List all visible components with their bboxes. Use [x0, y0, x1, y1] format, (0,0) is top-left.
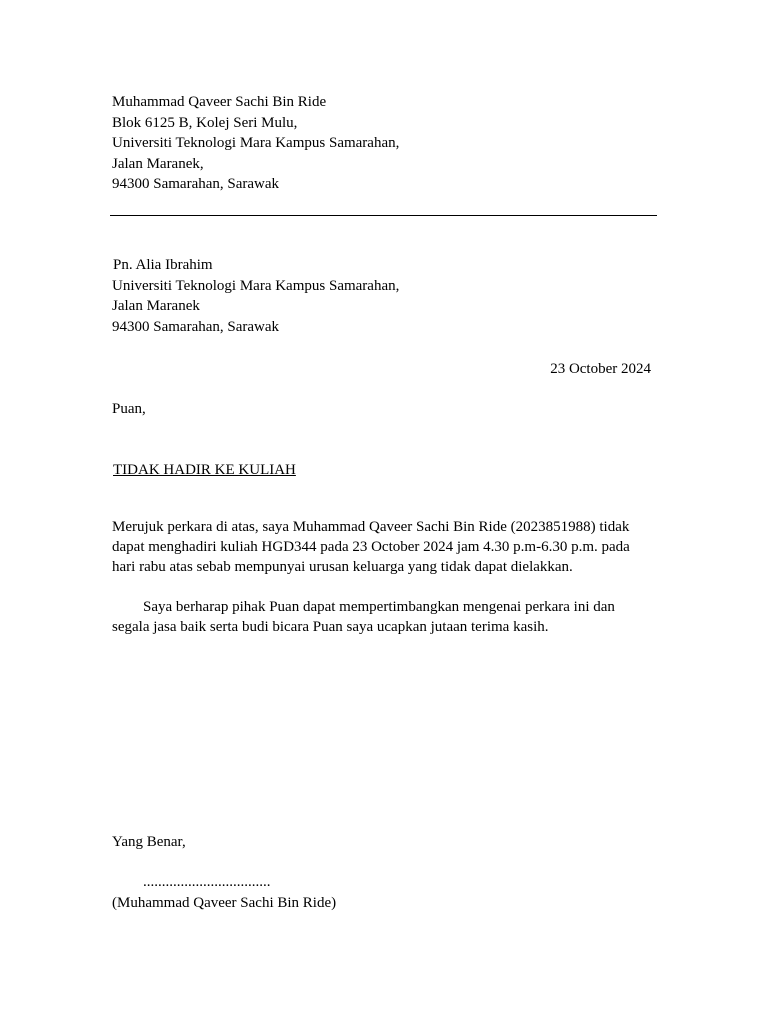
body-paragraph-2: Saya berharap pihak Puan dapat mempertimbangkan mengenai perkara ini dan segala jasa baik serta budi bicara Puan saya ucapkan jutaan terima kasih.	[112, 599, 615, 635]
signature-name: (Muhammad Qaveer Sachi Bin Ride)	[112, 895, 337, 911]
sender-name: Muhammad Qaveer Sachi Bin Ride	[112, 94, 327, 110]
sender-address-line: Blok 6125 B, Kolej Seri Mulu,	[112, 114, 298, 131]
recipient-name: Pn. Alia Ibrahim	[113, 257, 213, 273]
body-paragraph-1: Merujuk perkara di atas, saya Muhammad Qaveer Sachi Bin Ride (2023851988) tidak dapat menghadiri kuliah HGD344 pada 23 October 2024 jam 4.30 p.m-6.30 p.m. pada hari rabu atas sebab mempunyai urusan keluarga yang tidak dapat dielakkan.	[112, 519, 630, 575]
sender-address	[112, 92, 399, 195]
letter-subject: TIDAK HADIR KE KULIAH	[113, 462, 296, 478]
recipient-address-line: Jalan Maranek	[112, 298, 200, 314]
header-divider	[110, 215, 657, 216]
sender-address-line: Jalan Maranek,	[112, 155, 204, 172]
recipient-address-line: 94300 Samarahan, Sarawak	[112, 318, 280, 335]
sender-address-line: Universiti Teknologi Mara Kampus Samarahan,	[112, 135, 400, 151]
signature-line: ..................................	[143, 874, 271, 890]
closing-phrase: Yang Benar,	[112, 834, 186, 850]
recipient-address-line: Universiti Teknologi Mara Kampus Samarahan,	[112, 277, 400, 294]
recipient-address	[112, 255, 399, 337]
sender-address-line: 94300 Samarahan, Sarawak	[112, 176, 280, 192]
salutation: Puan,	[112, 401, 146, 417]
letter-date: 23 October 2024	[550, 361, 651, 377]
